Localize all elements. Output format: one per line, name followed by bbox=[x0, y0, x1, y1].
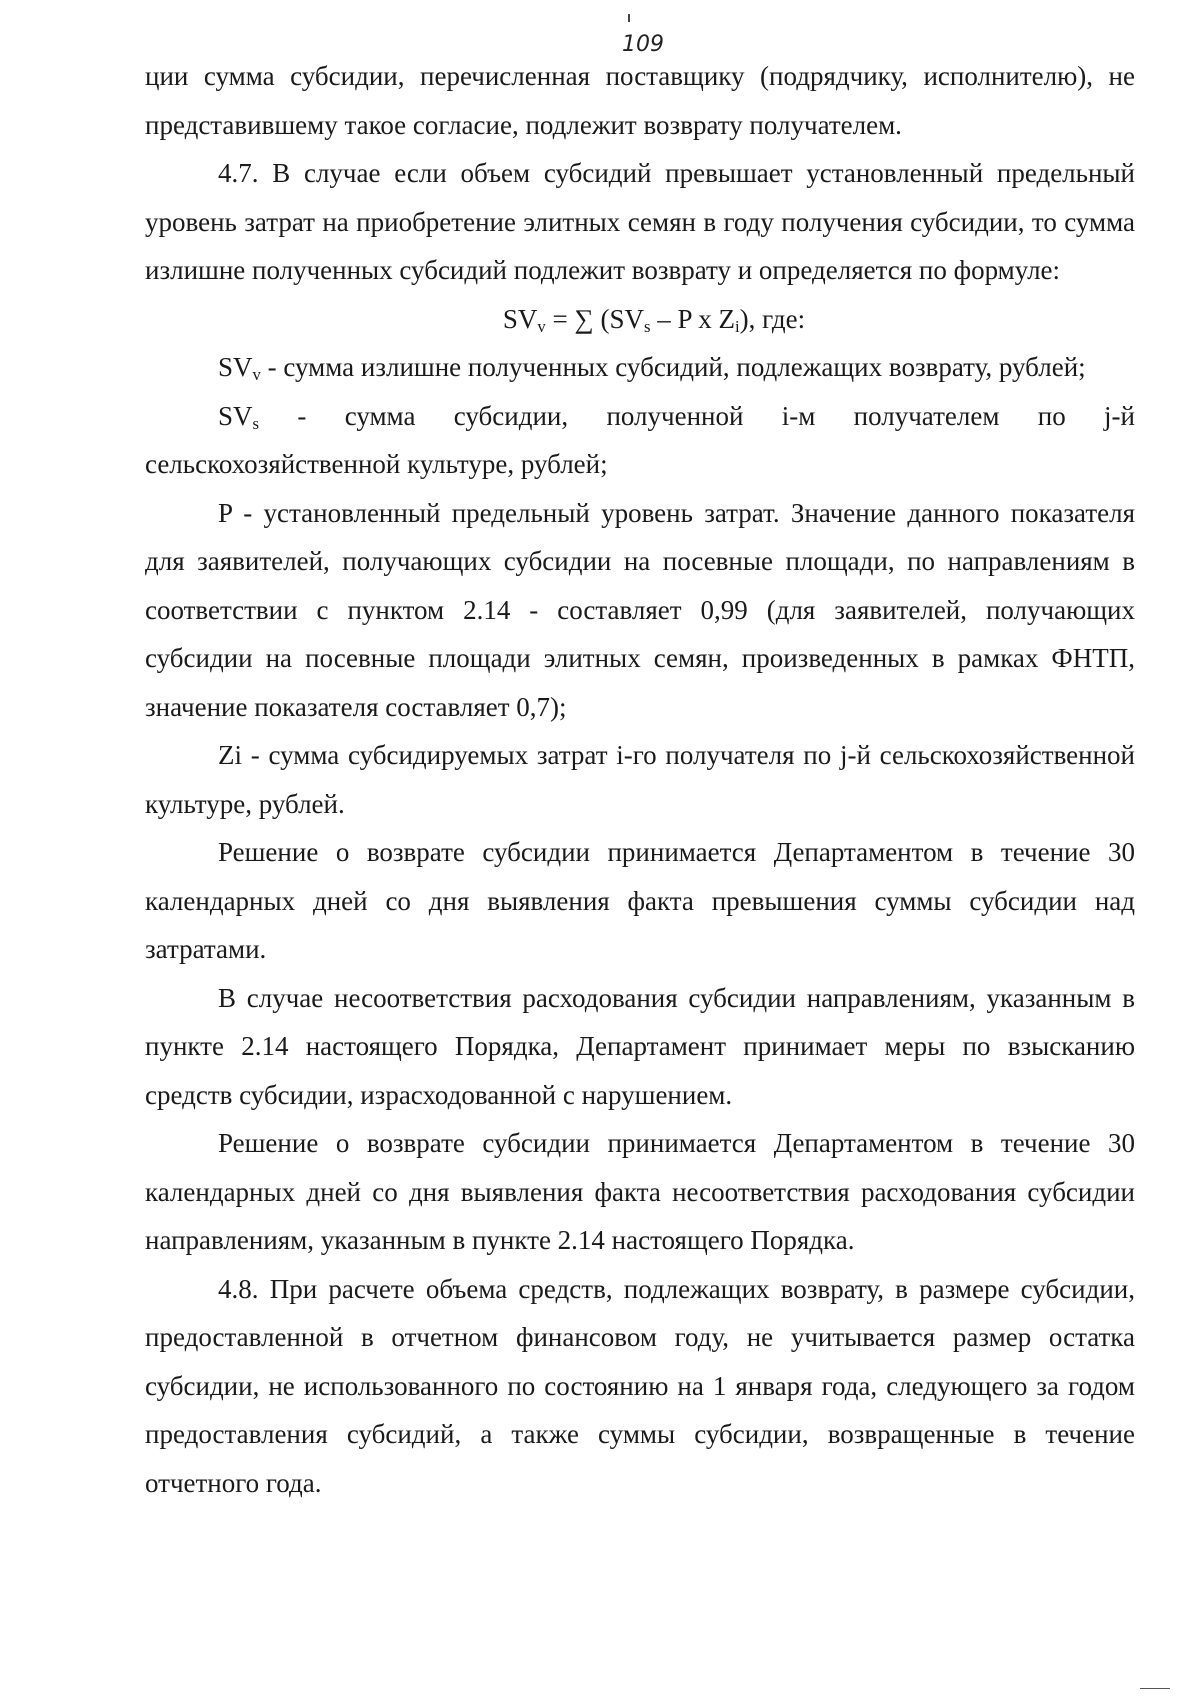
document-body bbox=[145, 52, 1135, 1507]
paragraph-continuation: ции сумма субсидии, перечисленная поставщику (подрядчику, исполнителю), не представившему такое согласие, подлежит возврату получателем. bbox=[145, 61, 1135, 140]
paragraph-decision-2: Решение о возврате субсидии принимается Департаментом в течение 30 календарных дней со дня выявления факта несоответствия расходования субсидии направлениям, указанным в пункте 2.14 настоящего Порядка. bbox=[145, 1128, 1135, 1255]
paragraph-mismatch: В случае несоответствия расходования субсидии направлениям, указанным в пункте 2.14 настоящего Порядка, Департамент принимает меры по взысканию средств субсидии, израсходованной с нарушением. bbox=[145, 982, 1135, 1110]
definition-svs: $SV_s$ - сумма субсидии, полученной i-м получателем по j-й сельскохозяйственной культуре, рублей; bbox=[145, 400, 1135, 479]
definition-zi: Zi - сумма субсидируемых затрат i-го получателя по j-й сельскохозяйственной культуре, рублей. bbox=[145, 740, 1135, 819]
formula: $SV_v$ = ∑ ($SV_s$ – P x $Z_i$), где: bbox=[502, 303, 806, 336]
definition-svv: $SV_v$ - сумма излишне полученных субсидий, подлежащих возврату, рублей; bbox=[218, 352, 1086, 385]
scan-mark bbox=[628, 14, 630, 22]
paragraph-4-7: 4.7. В случае если объем субсидий превышает установленный предельный уровень затрат на приобретение элитных семян в году получения субсидии, то сумма излишне полученных субсидий подлежит возврату и определяется по формуле: bbox=[145, 158, 1135, 285]
handwritten-page-number: 109 bbox=[622, 32, 664, 57]
paragraph-4-8: 4.8. При расчете объема средств, подлежащих возврату, в размере субсидии, предоставленной в отчетном финансовом году, не учитывается размер остатка субсидии, не использованного по состоянию на 1 января года, следующего за годом предоставления субсидий, а также суммы субсидии, возвращенные в течение отчетного года. bbox=[145, 1273, 1135, 1498]
definition-p: P - установленный предельный уровень затрат. Значение данного показателя для заявителей, получающих субсидии на посевные площади, по направлениям в соответствии с пунктом 2.14 - составляет 0,99 (для заявителей, получающих субсидии на посевные площади элитных семян, произведенных в рамках ФНТП, значение показателя составляет 0,7); bbox=[145, 497, 1135, 722]
scan-mark-corner bbox=[1140, 1688, 1170, 1689]
paragraph-decision-1: Решение о возврате субсидии принимается Департаментом в течение 30 календарных дней со дня выявления факта превышения суммы субсидии над затратами. bbox=[145, 837, 1135, 964]
